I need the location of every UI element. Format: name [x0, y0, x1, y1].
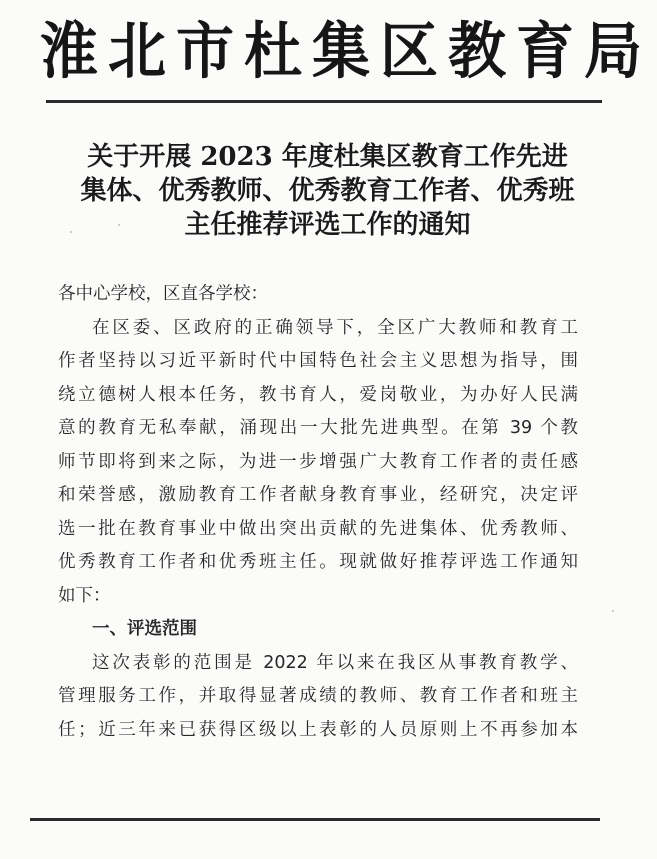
letterhead-red-rule: [46, 100, 602, 103]
title-line-2: 集体、优秀教师、优秀教育工作者、优秀班: [80, 176, 575, 206]
title-line-1: 关于开展 2023 年度杜集区教育工作先进: [87, 142, 568, 172]
letterhead-title: 淮北市杜集区教育局: [40, 15, 653, 87]
paragraph1-line: 如下：: [58, 585, 111, 606]
scan-speck: [70, 231, 72, 233]
scan-speck: [612, 610, 614, 612]
paragraph1-line: 意的教育无私奉献，涌现出一大批先进典型。在第 39 个教: [58, 418, 578, 438]
paragraph1-line: 师节即将到来之际，为进一步增强广大教育工作者的责任感: [58, 451, 578, 472]
paragraph1-line: 在区委、区政府的正确领导下，全区广大教师和教育工: [92, 317, 578, 338]
salutation: 各中心学校，区直各学校：: [58, 284, 268, 304]
paragraph1-line: 优秀教育工作者和优秀班主任。现就做好推荐评选工作通知: [58, 552, 578, 572]
paragraph1-line: 绕立德树人根本任务，教书育人，爱岗敬业，为办好人民满: [58, 384, 578, 405]
title-line-3: 主任推荐评选工作的通知: [184, 210, 471, 240]
notice-title: [40, 140, 615, 242]
section1-heading: 一、评选范围: [92, 619, 197, 639]
paragraph2-line: 任；近三年来已获得区级以上表彰的人员原则上不再参加本: [58, 719, 578, 740]
paragraph2-line: 这次表彰的范围是 2022 年以来在我区从事教育教学、: [92, 652, 578, 673]
scan-speck: [118, 224, 120, 226]
paragraph2-line: 管理服务工作，并取得显著成绩的教师、教育工作者和班主: [58, 686, 578, 706]
paragraph1-line: 和荣誉感，激励教育工作者献身教育事业，经研究，决定评: [58, 485, 578, 505]
paragraph1-line: 作者坚持以习近平新时代中国特色社会主义思想为指导，围: [58, 351, 578, 371]
notice-body: [58, 278, 578, 747]
footer-rule: [30, 818, 600, 821]
paragraph1-line: 选一批在教育事业中做出突出贡献的先进集体、优秀教师、: [58, 518, 578, 539]
